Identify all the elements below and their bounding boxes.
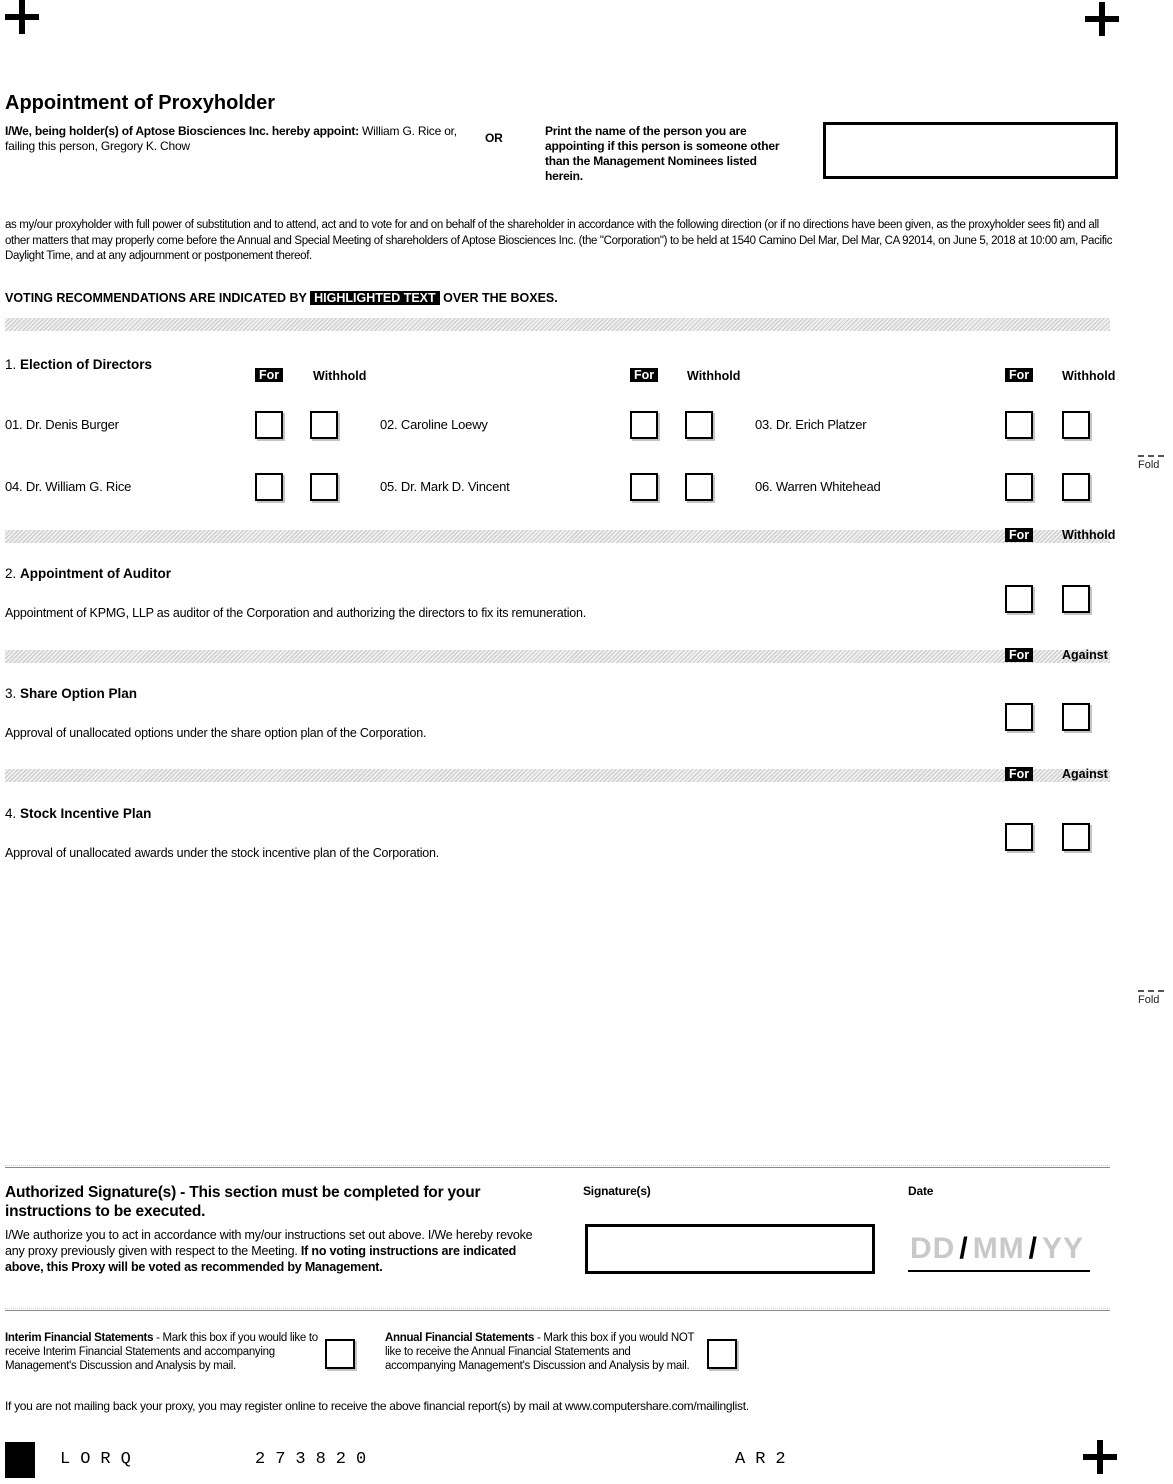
section-divider xyxy=(5,528,1116,543)
signature-input[interactable] xyxy=(585,1224,875,1274)
crop-mark-icon xyxy=(1083,1440,1117,1474)
for-column-header: For xyxy=(1005,767,1033,781)
annual-statements-label: Annual Financial Statements xyxy=(385,1332,535,1344)
interim-statements-checkbox[interactable] xyxy=(325,1339,355,1369)
director-03-withhold-checkbox[interactable] xyxy=(1062,411,1090,439)
director-03-for-checkbox[interactable] xyxy=(1005,411,1033,439)
section-3-heading xyxy=(5,686,137,701)
or-label: OR xyxy=(485,131,503,145)
section-4-number: 4. xyxy=(5,806,17,821)
signature-authorization-regular: I/We authorize you to act in accordance with my/our instructions set out above. I/We hereby revoke any proxy previously given with respect to the Meeting. xyxy=(5,1228,533,1258)
page-title: Appointment of Proxyholder xyxy=(5,92,275,114)
appointment-statement xyxy=(5,124,460,154)
signature-authorization-bold: If no voting instructions are indicated above, this Proxy will be voted as recommended by Management. xyxy=(5,1244,517,1274)
date-underline xyxy=(908,1270,1090,1272)
section-3-title: Share Option Plan xyxy=(20,686,138,701)
signature-section-heading: Authorized Signature(s) - This section must be completed for your instructions to be executed. xyxy=(5,1184,481,1220)
against-column-header: Against xyxy=(1062,767,1108,781)
section-3-number: 3. xyxy=(5,686,17,701)
director-05-for-checkbox[interactable] xyxy=(630,473,658,501)
date-label: Date xyxy=(908,1184,934,1198)
fold-marker: Fold xyxy=(1138,455,1168,471)
for-column-header: For xyxy=(630,368,658,382)
withhold-column-header: Withhold xyxy=(313,369,367,383)
director-name: 01. Dr. Denis Burger xyxy=(5,417,119,432)
director-06-for-checkbox[interactable] xyxy=(1005,473,1033,501)
section-4-description: Approval of unallocated awards under the stock incentive plan of the Corporation. xyxy=(5,846,440,860)
director-04-withhold-checkbox[interactable] xyxy=(310,473,338,501)
director-02-for-checkbox[interactable] xyxy=(630,411,658,439)
director-05-withhold-checkbox[interactable] xyxy=(685,473,713,501)
director-02-withhold-checkbox[interactable] xyxy=(685,411,713,439)
voting-recommendations-line xyxy=(5,291,558,305)
online-registration-note: If you are not mailing back your proxy, you may register online to receive the above financial report(s) by mail at www.computershare.com/mailinglist. xyxy=(5,1399,749,1413)
annual-statements-body: - Mark this box if you would NOT like to receive the Annual Financial Statements and accompanying Management's Discussion and Analysis by mail. xyxy=(385,1332,694,1372)
share-option-against-checkbox[interactable] xyxy=(1062,703,1090,731)
section-2-heading xyxy=(5,566,171,581)
highlighted-text-badge: HIGHLIGHTED TEXT xyxy=(310,291,440,305)
director-name: 06. Warren Whitehead xyxy=(755,479,881,494)
date-input[interactable] xyxy=(910,1232,1084,1266)
crop-mark-icon xyxy=(5,0,39,34)
for-column-header: For xyxy=(255,368,283,382)
voting-recommendations-suffix: OVER THE BOXES. xyxy=(439,291,558,305)
signatures-label: Signature(s) xyxy=(583,1184,651,1198)
date-separator: / xyxy=(959,1232,969,1265)
proxyholder-name-input[interactable] xyxy=(823,122,1118,179)
section-1-number: 1. xyxy=(5,357,17,372)
director-06-withhold-checkbox[interactable] xyxy=(1062,473,1090,501)
stock-incentive-against-checkbox[interactable] xyxy=(1062,823,1090,851)
director-name: 02. Caroline Loewy xyxy=(380,417,488,432)
date-separator: / xyxy=(1028,1232,1039,1265)
stock-incentive-for-checkbox[interactable] xyxy=(1005,823,1033,851)
withhold-column-header: Withhold xyxy=(1062,369,1116,383)
director-01-for-checkbox[interactable] xyxy=(255,411,283,439)
annual-statements-text xyxy=(385,1331,697,1373)
annual-statements-checkbox[interactable] xyxy=(707,1339,737,1369)
for-column-header: For xyxy=(1005,648,1033,662)
director-name: 04. Dr. William G. Rice xyxy=(5,479,132,494)
section-divider xyxy=(5,318,1110,331)
signature-authorization-text xyxy=(5,1227,553,1275)
section-4-title: Stock Incentive Plan xyxy=(20,806,152,821)
section-3-description: Approval of unallocated options under the share option plan of the Corporation. xyxy=(5,726,427,740)
interim-statements-body: - Mark this box if you would like to receive Interim Financial Statements and accompanying Management's Discussion and Analysis by mail. xyxy=(5,1332,318,1372)
date-dd-placeholder: DD xyxy=(910,1232,956,1265)
section-2-title: Appointment of Auditor xyxy=(20,566,171,581)
section-divider xyxy=(5,769,1110,782)
auditor-for-checkbox[interactable] xyxy=(1005,585,1033,613)
registration-mark xyxy=(5,1442,35,1478)
for-column-header: For xyxy=(1005,368,1033,382)
withhold-column-header: Withhold xyxy=(1062,528,1116,542)
appointment-nominees: William G. Rice or, failing this person, Gregory K. Chow xyxy=(5,124,457,153)
section-4-heading xyxy=(5,806,151,821)
crop-mark-icon xyxy=(1085,2,1119,36)
section-divider xyxy=(5,1165,1110,1168)
form-code-3: AR2 xyxy=(735,1450,796,1469)
section-1-title: Election of Directors xyxy=(20,357,153,372)
for-column-header: For xyxy=(1005,528,1033,542)
fold-marker: Fold xyxy=(1138,990,1168,1006)
director-01-withhold-checkbox[interactable] xyxy=(310,411,338,439)
interim-statements-text xyxy=(5,1331,325,1373)
director-name: 03. Dr. Erich Platzer xyxy=(755,417,867,432)
form-code-1: LORQ xyxy=(60,1450,141,1469)
voting-recommendations-prefix: VOTING RECOMMENDATIONS ARE INDICATED BY xyxy=(5,291,311,305)
date-mm-placeholder: MM xyxy=(972,1232,1025,1265)
section-1-heading xyxy=(5,357,152,372)
proxy-terms-paragraph: as my/our proxyholder with full power of substitution and to attend, act and to vote for and on behalf of the shareholder in accordance with the following direction (or if no directions have been given, as the proxyholder sees fit) and all other matters that may properly come before the Annual and Special Meeting of shareholders of Aptose Biosciences Inc. (the "Corporation") to be held at 1540 Camino Del Mar, Del Mar, CA 92014, on June 5, 2018 at 10:00 am, Pacific Daylight Time, and at any adjournment or postponement thereof. xyxy=(5,219,1113,262)
form-code-2: 273820 xyxy=(255,1450,377,1469)
director-name: 05. Dr. Mark D. Vincent xyxy=(380,479,510,494)
section-2-number: 2. xyxy=(5,566,17,581)
section-divider xyxy=(5,1308,1110,1311)
section-2-description: Appointment of KPMG, LLP as auditor of the Corporation and authorizing the directors to fix its remuneration. xyxy=(5,606,587,620)
print-name-instruction: Print the name of the person you are appointing if this person is someone other than the Management Nominees listed herein. xyxy=(545,124,780,183)
director-04-for-checkbox[interactable] xyxy=(255,473,283,501)
date-yy-placeholder: YY xyxy=(1042,1232,1085,1265)
interim-statements-label: Interim Financial Statements xyxy=(5,1332,154,1344)
withhold-column-header: Withhold xyxy=(687,369,741,383)
against-column-header: Against xyxy=(1062,648,1108,662)
auditor-withhold-checkbox[interactable] xyxy=(1062,585,1090,613)
appointment-statement-bold: I/We, being holder(s) of Aptose Biosciences Inc. hereby appoint: xyxy=(5,124,359,138)
share-option-for-checkbox[interactable] xyxy=(1005,703,1033,731)
section-divider xyxy=(5,650,1110,663)
